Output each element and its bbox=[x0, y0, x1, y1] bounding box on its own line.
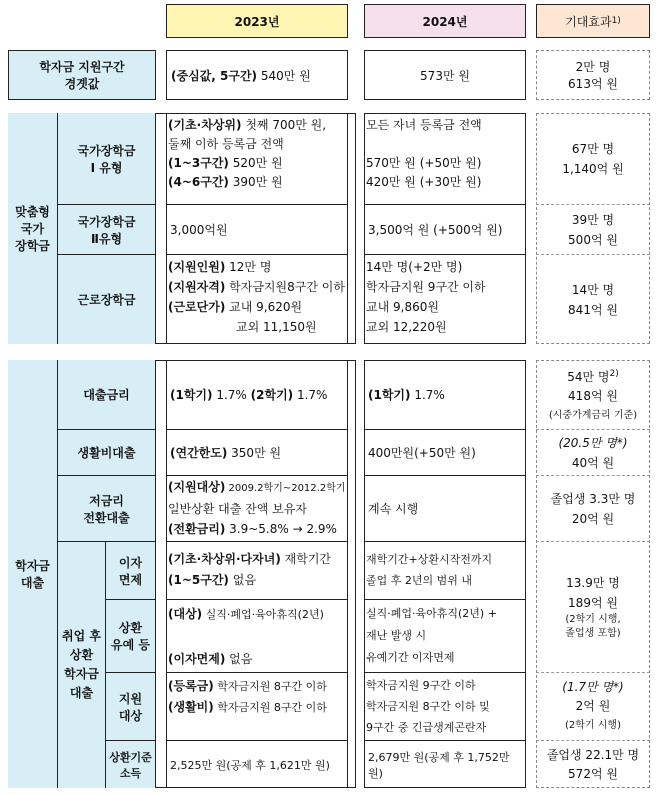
g2s2-2023 bbox=[166, 600, 348, 673]
g1r2-label-1: 국가장학금 bbox=[77, 214, 136, 229]
g2r3-effect-2: 20억 원 bbox=[571, 511, 615, 526]
g2r2-2023-t: 350만 원 bbox=[227, 446, 282, 460]
boundary-effect-1: 2만 명 bbox=[575, 60, 611, 74]
g2s3-label bbox=[106, 673, 156, 741]
g1r2-label-2: Ⅱ유형 bbox=[90, 231, 123, 246]
g1r1-2023-l1b: (기초·차상위) bbox=[168, 118, 242, 132]
g1r3-effect-1: 14만 명 bbox=[571, 282, 615, 297]
g2r3-2023 bbox=[166, 476, 348, 542]
g2r2-effect-1: (20.5만 명*) bbox=[558, 435, 628, 450]
boundary-2023-text: 540만 원 bbox=[257, 68, 311, 83]
group2-label bbox=[8, 360, 58, 788]
g2r3-label bbox=[58, 476, 156, 542]
g2s1-label bbox=[106, 542, 156, 600]
g1r3-2023-l2b: (지원자격) bbox=[168, 280, 226, 294]
g1r3-2024-l4: 교외 12,220원 bbox=[366, 320, 447, 334]
g2s1-2023 bbox=[166, 542, 348, 600]
g2r1-effect-sup: 2) bbox=[609, 368, 619, 379]
header-2024: 2024년 bbox=[364, 4, 526, 38]
g2r1-2023-a: 1.7% bbox=[212, 388, 251, 402]
g2sub-label-4: 대출 bbox=[69, 686, 94, 700]
g2sub-label bbox=[58, 542, 106, 788]
g2s12-effect-1: 13.9만 명 bbox=[566, 576, 620, 590]
group1-label bbox=[8, 113, 58, 344]
g2r3-2023-l3b: (전환금리) bbox=[168, 522, 226, 536]
g1r3-2024-l2: 학자금지원 9구간 이하 bbox=[366, 280, 486, 294]
boundary-2023 bbox=[166, 50, 348, 100]
g2s1-2023-l1: 재학기간 bbox=[280, 552, 332, 566]
g1r3-2023-l1b: (지원인원) bbox=[168, 260, 226, 274]
g2s4-2023: 2,525만 원(공제 후 1,621만 원) bbox=[170, 758, 330, 772]
g2r3-2024: 계속 시행 bbox=[364, 476, 526, 542]
g1r1-2024-l3: 420만 원 (+30만 원) bbox=[366, 175, 482, 189]
g1r3-effect-2: 841억 원 bbox=[568, 302, 618, 317]
g1r1-2023-l2: 둘째 이하 등록금 전액 bbox=[168, 137, 284, 151]
g2s3-effect-2: 2억 원 bbox=[575, 699, 611, 713]
g2r3-2023-l1b: (지원대상) bbox=[168, 480, 226, 494]
g2s2-2023-l2: 없음 bbox=[225, 652, 253, 666]
g1r1-2024-l1: 모든 자녀 등록금 전액 bbox=[366, 118, 482, 132]
g2r1-2024 bbox=[364, 360, 526, 430]
g1r3-2023-l3: 교내 9,620원 bbox=[225, 300, 303, 314]
g2r2-2023 bbox=[166, 430, 348, 476]
g2sub-label-1: 취업 후 bbox=[62, 629, 101, 643]
g2sub-label-3: 학자금 bbox=[64, 667, 99, 681]
g2s2-label bbox=[106, 600, 156, 673]
boundary-effect-2: 613억 원 bbox=[568, 77, 618, 91]
g2s2-label-2: 유예 등 bbox=[111, 638, 150, 652]
g2s3-2023 bbox=[166, 673, 348, 741]
g1r3-2024-l3: 교내 9,860원 bbox=[366, 300, 439, 314]
boundary-effect bbox=[536, 50, 650, 100]
g2s2-2023-l1b: (대상) bbox=[168, 607, 203, 621]
g2s2-2024-l3: 유예기간 이자면제 bbox=[366, 651, 455, 664]
header-2023: 2023년 bbox=[166, 4, 348, 38]
g2r1-2023-ab: (1학기) bbox=[170, 388, 213, 402]
g2s4-label bbox=[106, 741, 156, 788]
g2s3-2023-l2: 학자금지원 8구간 이하 bbox=[213, 701, 327, 714]
g2s4-label-1: 상환기준 bbox=[109, 750, 152, 764]
g2s3-2023-l1: 학자금지원 8구간 이하 bbox=[213, 680, 327, 693]
g2s2-2024 bbox=[364, 600, 526, 673]
g2s1-2023-l2: 없음 bbox=[228, 573, 256, 587]
g2s3-effect-1: (1.7만 명*) bbox=[562, 680, 624, 694]
g2r1-effect-3: (시중가계금리 기준) bbox=[548, 409, 638, 421]
g2s12-effect-3: (2학기 시행, bbox=[565, 614, 621, 625]
g1r3-effect bbox=[536, 255, 650, 344]
boundary-label-line2: 경곗값 bbox=[64, 77, 100, 91]
g1r2-2024: 3,500억 원 (+500억 원) bbox=[364, 205, 526, 255]
g2r1-effect bbox=[536, 360, 650, 430]
g2r1-2023-b: 1.7% bbox=[293, 388, 328, 402]
boundary-label-line1: 학자금 지원구간 bbox=[39, 60, 125, 74]
group2-label-1: 학자금 bbox=[15, 559, 50, 573]
group1-label-3: 장학금 bbox=[15, 239, 50, 253]
g2s3-2024-l2: 학자금지원 8구간 이하 및 bbox=[366, 700, 490, 713]
g2r2-effect-2: 40억 원 bbox=[571, 455, 615, 470]
g2s3-2024 bbox=[364, 673, 526, 741]
group1-label-2: 국가 bbox=[20, 222, 45, 236]
g2s4-effect-1: 졸업생 22.1만 명 bbox=[546, 747, 640, 762]
g1r1-label bbox=[58, 113, 156, 205]
g1r2-effect-1: 39만 명 bbox=[571, 212, 615, 227]
g1r3-2023-l1: 12만 명 bbox=[225, 260, 272, 274]
header-effect-label: 기대효과 bbox=[565, 14, 612, 29]
header-effect bbox=[536, 4, 650, 38]
g2s1-2024 bbox=[364, 542, 526, 600]
g1r1-effect-2: 1,140억 원 bbox=[562, 161, 624, 176]
g2s4-effect-2: 572억 원 bbox=[568, 766, 618, 781]
g2s2-2023-l2b: (이자면제) bbox=[168, 652, 226, 666]
g2r3-2023-l3: 3.9~5.8% → 2.9% bbox=[225, 522, 337, 536]
boundary-2024: 573만 원 bbox=[364, 50, 526, 100]
g1r1-effect bbox=[536, 113, 650, 205]
g2s2-label-1: 상환 bbox=[118, 621, 143, 635]
g2s3-effect-3: (2학기 시행) bbox=[565, 720, 621, 731]
g2r1-2024-b: (1학기) bbox=[368, 388, 411, 402]
g1r1-effect-1: 67만 명 bbox=[571, 141, 615, 156]
g1r3-2023-l4: 교외 11,150원 bbox=[236, 320, 317, 334]
g2s3-2023-l2b: (생활비) bbox=[168, 700, 214, 714]
g2s4-2024: 2,679만 원(공제 후 1,752만 원) bbox=[368, 750, 510, 780]
group2-label-2: 대출 bbox=[20, 576, 45, 590]
g2s1-label-2: 면제 bbox=[118, 572, 143, 587]
g2s3-2023-l1b: (등록금) bbox=[168, 679, 214, 693]
g2r3-effect bbox=[536, 476, 650, 542]
g2s4-label-2: 소득 bbox=[119, 766, 142, 780]
g2s2-2024-l1: 실직·폐업·육아휴직(2년) + bbox=[366, 607, 497, 620]
g2s12-effect-4: 졸업생 포함) bbox=[565, 628, 621, 639]
g2sub-label-2: 상환 bbox=[69, 648, 94, 662]
g1r1-2024-l2: 570만 원 (+50만 원) bbox=[366, 156, 482, 170]
g2r3-effect-1: 졸업생 3.3만 명 bbox=[550, 491, 636, 506]
g1r2-2023: 3,000억원 bbox=[166, 205, 348, 255]
g1r3-2024-l1: 14만 명(+2만 명) bbox=[366, 260, 463, 274]
g2r2-label: 생활비대출 bbox=[58, 430, 156, 476]
g2s12-effect-2: 189억 원 bbox=[568, 596, 618, 610]
boundary-2023-bold: (중심값, 5구간) bbox=[171, 68, 258, 83]
g1r3-2023 bbox=[166, 255, 348, 344]
g2s1-2023-l2b: (1~5구간) bbox=[168, 573, 229, 587]
g2s2-2023-l1: 실직·폐업·육아휴직(2년) bbox=[202, 608, 324, 621]
g1r1-2023-l3: 520만 원 bbox=[228, 156, 283, 170]
g2r1-2023 bbox=[166, 360, 348, 430]
g1r3-2024 bbox=[364, 255, 526, 344]
g2r1-effect-2: 418억 원 bbox=[568, 388, 618, 403]
group1-label-1: 맞춤형 bbox=[15, 205, 50, 219]
g1r1-2023-l4b: (4~6구간) bbox=[168, 175, 229, 189]
g1r2-effect bbox=[536, 205, 650, 255]
g2s1-2024-l1: 재학기간+상환시작전까지 bbox=[366, 553, 493, 566]
g2r1-label: 대출금리 bbox=[58, 360, 156, 430]
g1r2-label bbox=[58, 205, 156, 255]
g1r1-2024 bbox=[364, 113, 526, 205]
g2s4-effect bbox=[536, 741, 650, 788]
g1r1-label-1: 국가장학금 bbox=[77, 143, 136, 158]
g2r1-effect-1: 54만 명 bbox=[567, 369, 610, 384]
g2r2-effect bbox=[536, 430, 650, 476]
g1r1-2023-l1: 첫째 700만 원, bbox=[241, 118, 327, 132]
g1r3-2023-l3b: (근로단가) bbox=[168, 300, 226, 314]
g1r3-2023-l2: 학자금지원8구간 이하 bbox=[225, 280, 345, 294]
g2s3-effect bbox=[536, 673, 650, 741]
g1r3-label: 근로장학금 bbox=[58, 255, 156, 344]
g2s1-2024-l2: 졸업 후 2년의 범위 내 bbox=[366, 574, 472, 587]
g2s1-label-1: 이자 bbox=[118, 555, 143, 570]
g2r2-2024: 400만원(+50만 원) bbox=[364, 430, 526, 476]
g1r1-2023 bbox=[166, 113, 348, 205]
g2s3-2024-l3: 9구간 중 긴급생계곤란자 bbox=[366, 721, 487, 734]
boundary-label bbox=[8, 50, 156, 100]
g2r3-label-2: 전환대출 bbox=[83, 510, 130, 525]
g2s1-2023-l1b: (기초·차상위·다자녀) bbox=[168, 552, 281, 566]
g1r2-effect-2: 500억 원 bbox=[568, 232, 618, 247]
g2s2-2024-l2: 재난 발생 시 bbox=[366, 629, 427, 642]
g2s3-2024-l1: 학자금지원 9구간 이하 bbox=[366, 679, 476, 692]
g2r3-2023-l2: 일반상환 대출 잔액 보유자 bbox=[168, 502, 307, 516]
g2r2-2023-b: (연간한도) bbox=[170, 446, 228, 460]
g1r1-label-2: Ⅰ 유형 bbox=[90, 160, 123, 175]
g2s3-label-2: 대상 bbox=[118, 708, 143, 723]
g2r1-2024-t: 1.7% bbox=[410, 388, 445, 402]
g2r3-label-1: 저금리 bbox=[89, 493, 124, 508]
g2r3-2023-l1: 2009.2학기~2012.2학기 bbox=[225, 483, 346, 494]
g2s12-effect bbox=[536, 542, 650, 673]
g2r1-2023-bb: (2학기) bbox=[250, 388, 294, 402]
header-effect-sup: 1) bbox=[611, 16, 621, 26]
g1r1-2023-l4: 390만 원 bbox=[228, 175, 283, 189]
g2s3-label-1: 지원 bbox=[118, 691, 143, 706]
g1r1-2023-l3b: (1~3구간) bbox=[168, 156, 229, 170]
